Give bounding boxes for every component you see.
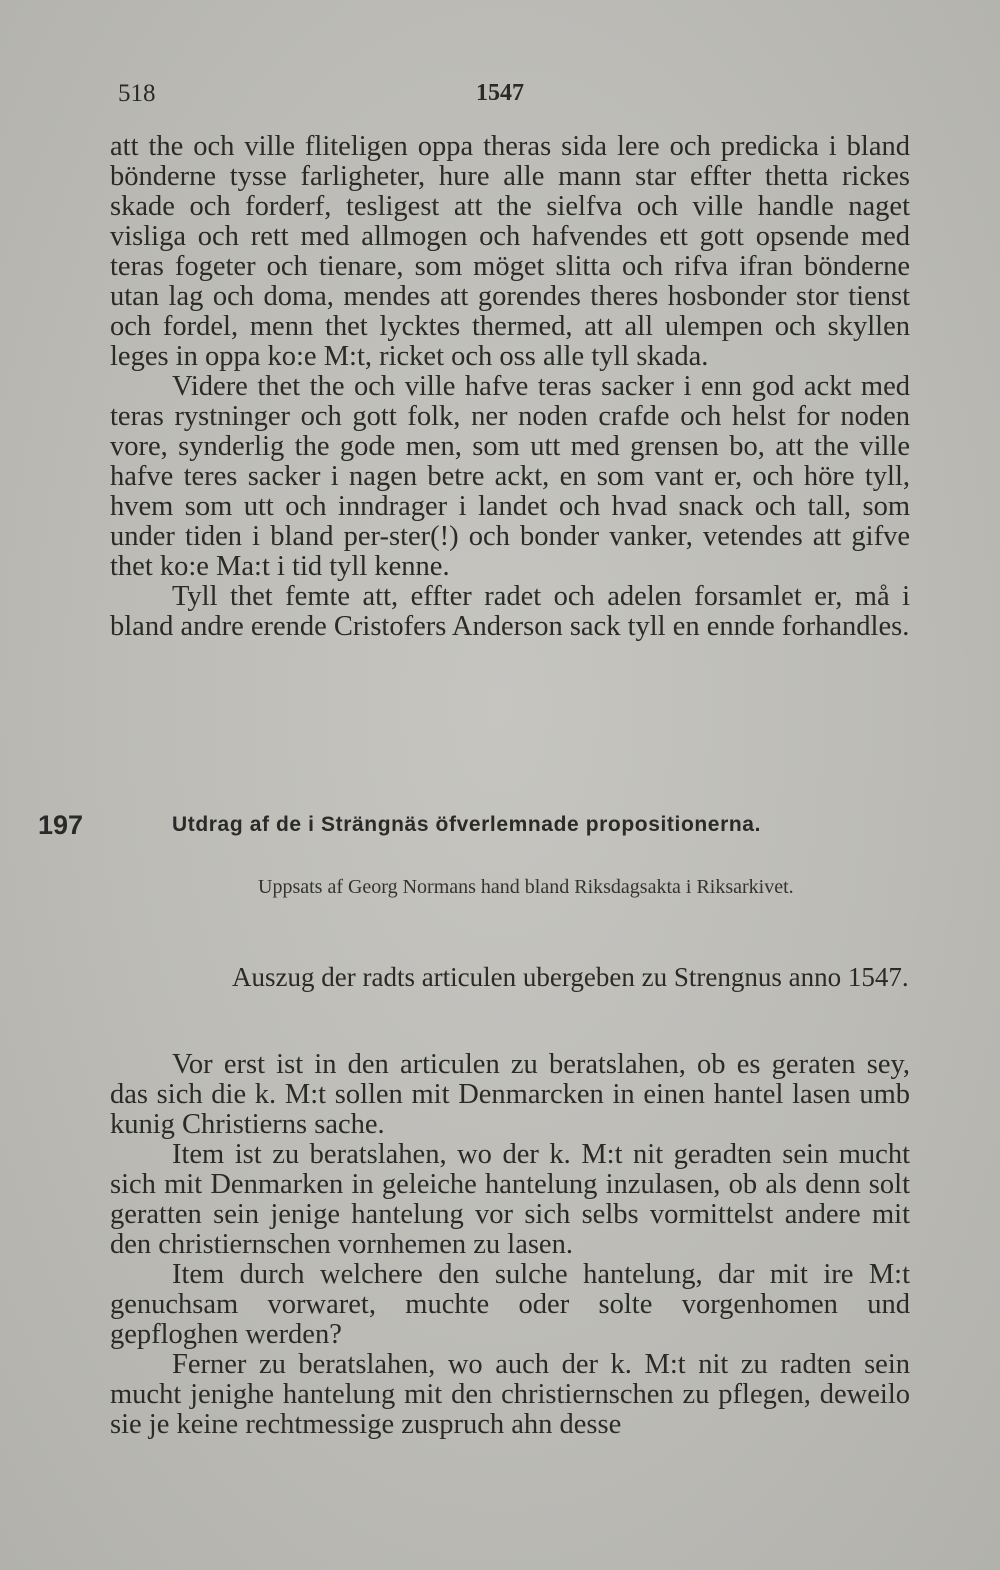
paragraph: Item ist zu beratslahen, wo der k. M:t nit geradten sein mucht sich mit Denmarken in geleiche hantelung inzulasen, ob als denn solt geratten sein jenige hantelung vor sich selbs vormittelst andere mit den christiernschen vornhemen zu lasen. [110, 1139, 910, 1260]
document-title: Utdrag af de i Strängnäs öfverlemnade propositionerna. [172, 813, 762, 836]
continued-text-section [110, 132, 910, 642]
paragraph: Ferner zu beratslahen, wo auch der k. M:t nit zu radten sein mucht jenighe hantelung mit den christiernschen zu pflegen, deweilo sie je keine rechtmessige zuspruch ahn desse [110, 1349, 910, 1440]
document-number: 197 [38, 810, 84, 840]
document-text-section [110, 1050, 910, 1440]
source-note: Uppsats af Georg Normans hand bland Riksdagsakta i Riksarkivet. [258, 876, 794, 898]
running-header-year: 1547 [476, 80, 524, 106]
paragraph: Videre thet the och ville hafve teras sacker i enn god ackt med teras rystninger och gott folk, ner noden crafde och helst for noden vore, synderlig the gode men, som utt med grensen bo, att the ville hafve teres sacker i nagen betre ackt, en som vant er, och höre tyll, hvem som utt och inndrager i landet och hvad snack och tall, som under tiden i bland per-ster(!) och bonder vanker, vetendes att gifve thet ko:e Ma:t i tid tyll kenne. [110, 371, 910, 582]
paragraph: Tyll thet femte att, effter radet och adelen forsamlet er, må i bland andre erende Cristofers Anderson sack tyll en ennde forhandles. [110, 581, 910, 642]
page-number: 518 [118, 80, 156, 107]
paragraph: att the och ville fliteligen oppa theras sida lere och predicka i bland bönderne tysse farligheter, hure alle mann star effter thetta rickes skade och forderf, tesligest att the sielfva och ville handle naget visliga och rett med allmogen och hafvendes ett gott opsende med teras fogeter och tienare, som möget slitta och rifva ifran bönderne utan lag och doma, mendes att gorendes theres hosbonder stor tienst och fordel, menn thet lycktes thermed, att all ulempen och skyllen leges in oppa ko:e M:t, ricket och oss alle tyll skada. [110, 131, 910, 372]
paragraph: Vor erst ist in den articulen zu beratslahen, ob es geraten sey, das sich die k. M:t sollen mit Denmarcken in einen hantel lasen umb kunig Christierns sache. [110, 1049, 910, 1140]
paragraph: Item durch welchere den sulche hantelung, dar mit ire M:t genuchsam vorwaret, muchte oder solte vorgenhomen und gepfloghen werden? [110, 1259, 910, 1350]
document-heading: Auszug der radts articulen ubergeben zu Strengnus anno 1547. [232, 962, 909, 992]
